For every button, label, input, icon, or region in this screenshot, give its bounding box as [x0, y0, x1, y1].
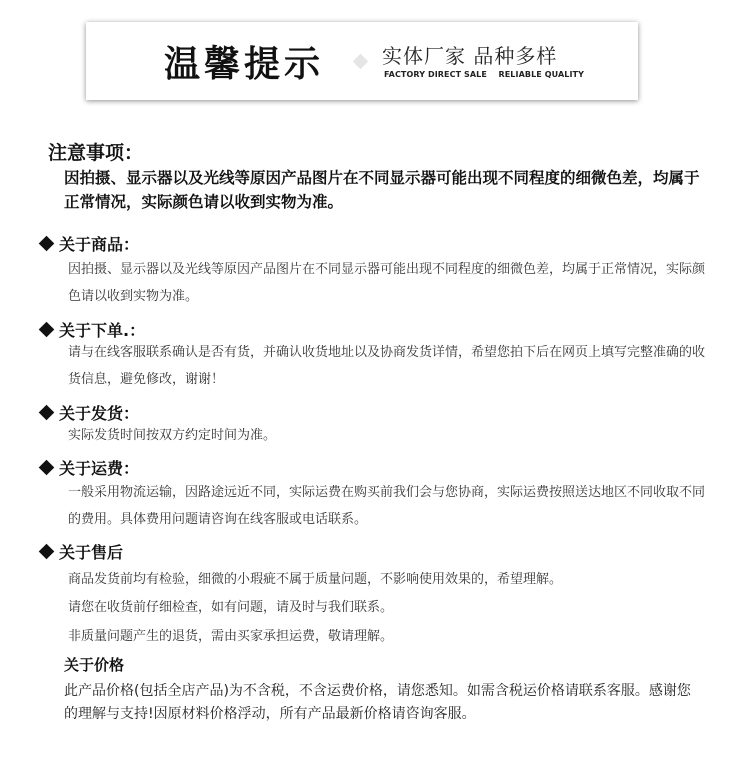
banner-slogan: 实体厂家 品种多样 — [382, 44, 558, 68]
section-title-shipping — [38, 401, 139, 424]
section-body-order: 请与在线客服联系确认是否有货，并确认收货地址以及协商发货详情，希望您拍下后在网页上填写完整准确的收货信息，避免修改，谢谢！ — [68, 345, 706, 387]
section-title-colon: .： — [123, 321, 146, 340]
aftersales-line: 请您在收货前仔细检查，如有问题，请及时与我们联系。 — [68, 600, 394, 615]
price-title: 关于价格 — [64, 656, 125, 674]
section-title-freight — [38, 456, 139, 479]
notice-heading: 注意事项： — [48, 142, 144, 164]
aftersales-line: 非质量问题产生的退货，需由买家承担运费，敬请理解。 — [68, 629, 394, 644]
section-title-colon: ： — [123, 459, 140, 478]
section-title-text: 关于售后 — [59, 543, 124, 562]
section-title-colon: ： — [123, 235, 140, 254]
section-title-text: 关于商品 — [59, 235, 124, 254]
header-banner — [86, 22, 638, 100]
diamond-bullet-icon — [39, 405, 55, 421]
section-body-freight: 一般采用物流运输，因路途远近不同，实际运费在购买前我们会与您协商，实际运费按照送达地区不同收取不同的费用。具体费用问题请咨询在线客服或电话联系。 — [68, 485, 706, 527]
section-title-text: 关于下单 — [59, 321, 124, 340]
diamond-bullet-icon — [39, 236, 55, 252]
diamond-bullet-icon — [39, 460, 55, 476]
section-body-shipping: 实际发货时间按双方约定时间为准。 — [68, 428, 277, 443]
diamond-bullet-icon — [39, 544, 55, 560]
diamond-divider-icon — [353, 54, 369, 70]
section-title-colon: ： — [123, 404, 140, 423]
price-body: 此产品价格(包括全店产品)为不含税，不含运费价格，请您悉知。如需含税运价格请联系客服。感谢您的理解与支持!因原材料价格浮动，所有产品最新价格请咨询客服。 — [64, 683, 691, 722]
section-body-product: 因拍摄、显示器以及光线等原因产品图片在不同显示器可能出现不同程度的细微色差，均属于正常情况，实际颜色请以收到实物为准。 — [68, 262, 706, 304]
aftersales-line: 商品发货前均有检验，细微的小瑕疵不属于质量问题，不影响使用效果的，希望理解。 — [68, 572, 563, 587]
section-title-text: 关于运费 — [59, 459, 124, 478]
section-title-product — [38, 232, 139, 255]
section-title-text: 关于发货 — [59, 404, 124, 423]
section-title-order — [38, 318, 145, 341]
diamond-bullet-icon — [39, 322, 55, 338]
banner-title: 温馨提示 — [164, 44, 325, 85]
banner-subtitle: FACTORY DIRECT SALE RELIABLE QUALITY — [384, 70, 584, 79]
notice-body: 因拍摄、显示器以及光线等原因产品图片在不同显示器可能出现不同程度的细微色差，均属于正常情况，实际颜色请以收到实物为准。 — [64, 169, 700, 211]
section-title-aftersales — [38, 540, 123, 563]
